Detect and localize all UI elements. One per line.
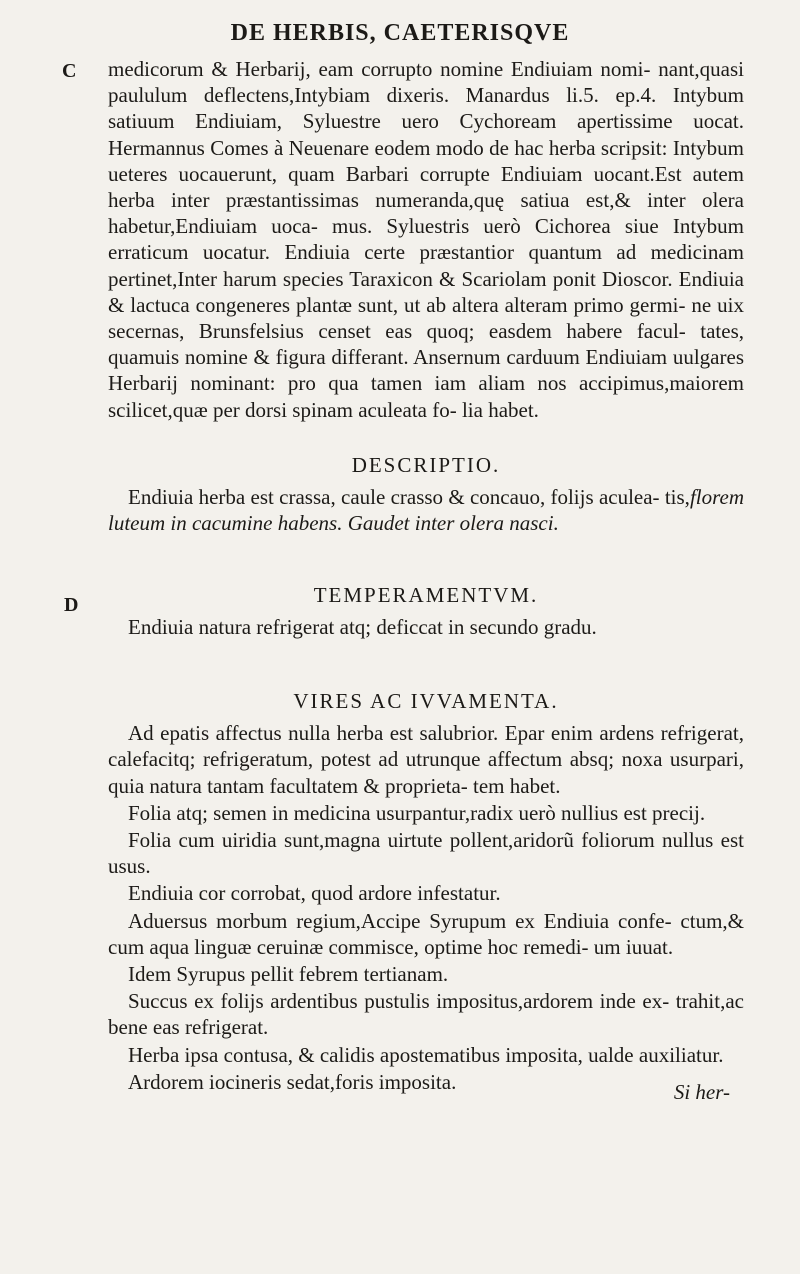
- body-paragraph-intro: [108, 56, 744, 423]
- descriptio-italic-text: florem luteum in cacumine habens. Gaudet inter olera nasci.: [108, 485, 744, 536]
- temperamentum-paragraph: Endiuia natura refrigerat atq; deficcat in secundo gradu.: [128, 615, 597, 640]
- running-head: DE HERBIS, CAETERISQVE: [230, 20, 570, 46]
- section-heading-temperamentum: TEMPERAMENTVM.: [313, 583, 539, 607]
- descriptio-paragraph: [108, 484, 744, 536]
- vires-paragraph: Folia atq; semen in medicina usurpantur,radix uerò nullius est precij.: [128, 800, 706, 825]
- section-heading-descriptio: DESCRIPTIO.: [351, 453, 501, 477]
- vires-paragraph: Aduersus morbum regium,Accipe Syrupum ex Endiuia confe- ctum,& cum aqua linguæ ceruinæ commisce, optime hoc remedi- um iuuat.: [108, 908, 744, 959]
- section-vires: [108, 688, 744, 1096]
- paragraph-text: medicorum & Herbarij, eam corrupto nomine Endiuiam nomi- nant,quasi paululum deflectens,Intybiam dixeris. Manardus li.5. ep.4. Intybum satiuum Endiuiam, Syluestre uero Cychoream apertissime uocat. Hermannus Comes à Neuenare eodem modo de hac herba scripsit: Intybum ueteres uocauerunt, quam Barbari corrupte Endiuiam uocant.Est autem herba inter præstantissimas numeranda,quę satiua est,& inter olera habetur,Endiuiam uoca- mus. Syluestris uerò Cichorea siue Intybum erraticum uocatur. Endiuia certe præstantior quantum ad medicinam pertinet,Inter harum species Taraxicon & Scariolam ponit Dioscor. Endiuia & lactuca congeneres plantæ sunt, ut ab altera alteram primo germi- ne uix secernas, Brunsfelsius censet eas quoq; easdem habere facul- tates, quamuis nomine & figura differant. Ansernum carduum Endiuiam uulgares Herbarij nominant: pro qua tamen iam aliam nos accipimus,maiorem scilicet,quæ per dorsi spinam aculeata fo- lia habet.: [108, 57, 744, 422]
- descriptio-roman-text: Endiuia herba est crassa, caule crasso & concauo, folijs aculea- tis,: [128, 485, 690, 510]
- vires-paragraph: Idem Syrupus pellit febrem tertianam.: [128, 962, 449, 987]
- vires-paragraph: Folia cum uiridia sunt,magna uirtute pollent,aridorũ foliorum nullus est usus.: [108, 828, 744, 879]
- vires-paragraph: Ad epatis affectus nulla herba est salubrior. Epar enim ardens refrigerat, calefacitq; refrigeratum, potest ad utrunque affectum absq; noxa usurpari, quia natura tantam facultatem & proprieta- tem habet.: [108, 721, 744, 798]
- margin-signature-d: D: [64, 594, 79, 616]
- section-temperamentum: [108, 582, 744, 640]
- section-descriptio: [108, 452, 744, 537]
- vires-paragraph: Succus ex folijs ardentibus pustulis impositus,ardorem inde ex- trahit,ac bene eas refrigerat.: [108, 989, 744, 1040]
- margin-signature-c: C: [62, 60, 77, 82]
- vires-paragraph: Ardorem iocineris sedat,foris imposita.: [128, 1069, 457, 1094]
- vires-paragraph: Herba ipsa contusa, & calidis apostematibus imposita, ualde auxiliatur.: [128, 1042, 724, 1067]
- catchword: Si her-: [673, 1080, 730, 1104]
- section-heading-vires: VIRES AC IVVAMENTA.: [293, 689, 559, 713]
- vires-paragraph: Endiuia cor corrobat, quod ardore infestatur.: [128, 881, 501, 906]
